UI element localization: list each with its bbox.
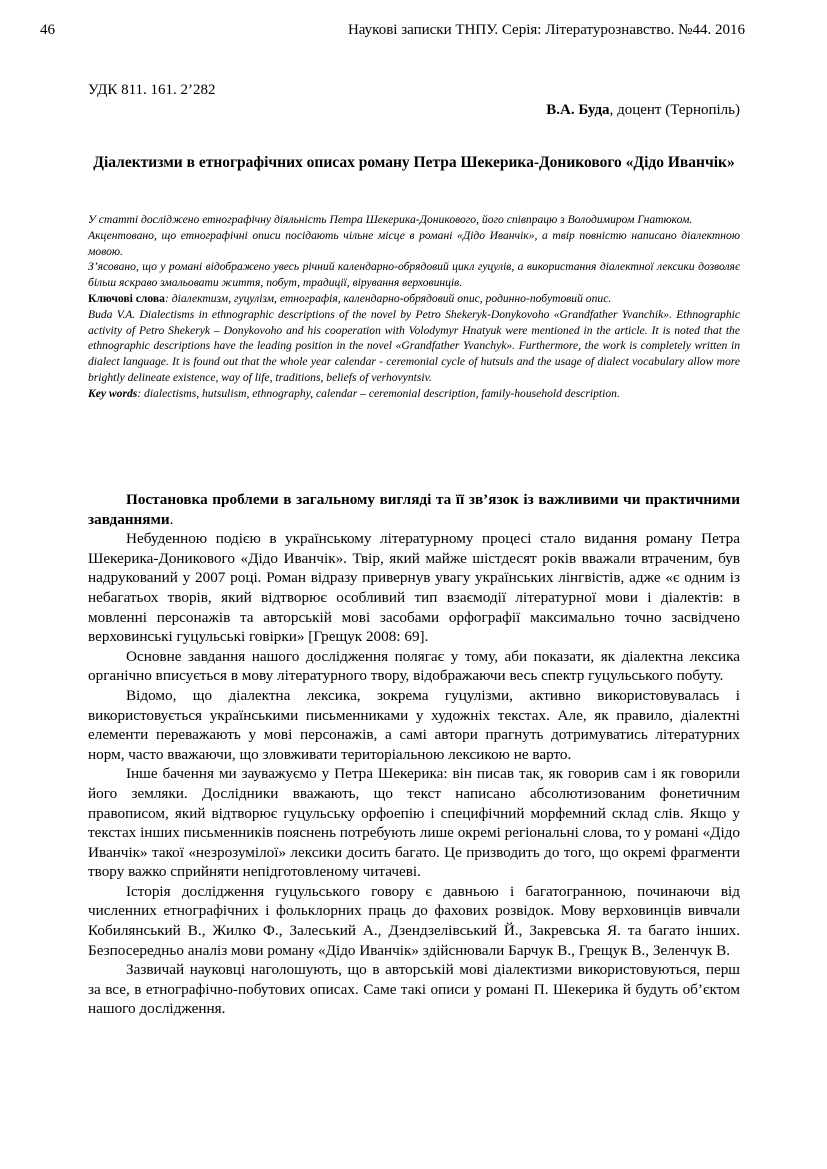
section-heading <box>88 490 740 529</box>
body-paragraph: Відомо, що діалектна лексика, зокрема гуцулізми, активно використовувалась і використовується українськими письменниками у художніх текстах. Але, як правило, діалектні елементи переважають у мові персонажів, а самі автори прагнуть дотримуватись літературних норм, часто вважаючи, що зловживати територіальною лексикою не варто. <box>88 686 740 763</box>
author-name: В.А. Буда <box>546 102 610 118</box>
keywords-en <box>88 386 740 402</box>
abstract <box>88 212 740 402</box>
abstract-en-text: Ethnographic activity of Petro Shekeryk – Donykovoho and his cooperation with Volodymyr Hnatyuk were mentioned in the article. It is noted that the ethnographic descriptions have the leading position in the novel «Grandfather Yvanchyk». Furthermore, the work is completely written in dialect language. It is found out that the whole year calendar - ceremonial cycle of hutsuls and the usage of dialect vocabulary allow more brightly delineate existence, way of life, traditions, beliefs of verhovyntsiv. <box>88 307 740 384</box>
abstract-ua-paragraph: У статті досліджено етнографічну діяльність Петра Шекерика-Доникового, його співпрацю з Володимиром Гнатюком. <box>88 213 693 226</box>
body-paragraph: Небуденною подією в українському літературному процесі стало видання роману Петра Шекерика-Доникового «Дідо Иванчік». Твір, який майже шістдесят років вважали втраченим, був надрукований у 2007 році. Роман відразу привернув увагу українських лінгвістів, адже «є одним із небагатьох творів, який відтворює особливий тип взаємодії літературної мови і діалектів: в мовленні персонажів та авторській мові засобами орфографії максимально точно засвідчено верховинські гуцульські говірки» [Грещук 2008: 69]. <box>88 530 740 646</box>
abstract-en <box>88 307 740 386</box>
body-paragraph: Інше бачення ми зауважуємо у Петра Шекерика: він писав так, як говорив сам і як говорили його земляки. Дослідники вважають, що текст написано абсолютизованим фонетичним правописом, який відтворює гуцульську орфоепію і специфічний морфемний склад слів. Якщо у текстах інших письменників пояснень потребують лише окремі регіональні слова, то у романі «Дідо Иванчік» такої «незрозумілої» лексики досить багато. Це призводить до того, що окремі фрагменти твору важко сприйняти непідготовленому читачеві. <box>88 765 740 881</box>
keywords-ua-label: Ключові слова <box>88 291 165 305</box>
author-line <box>546 100 740 120</box>
body-paragraph: Основне завдання нашого дослідження полягає у тому, аби показати, як діалектна лексика органічно вписується в мову літературного твору, відображаючи весь спектр гуцульського побуту. <box>88 647 740 685</box>
udc-code: УДК 811. 161. 2’282 <box>88 82 216 98</box>
body-text <box>88 490 740 1019</box>
body-paragraph: Історія дослідження гуцульського говору є давньою і багатогранною, починаючи від численних етнографічних і фольклорних праць до фахових розвідок. Мову верховинців вивчали Кобилянський В., Жилко Ф., Залеський А., Дзендзелівський Й., Закревська Я. та багато інших. Безпосередньо аналіз мови роману «Дідо Иванчік» здійснювали Барчук В., Грещук В., Зеленчук В. <box>88 882 740 959</box>
journal-title: Наукові записки ТНПУ. Серія: Літературознавство. №44. 2016 <box>347 22 745 38</box>
abstract-ua-paragraph: З’ясовано, що у романі відображено увесь річний календарно-обрядовий цикл гуцулів, а використання діалектної лексики дозволяє більш яскраво змальовати життя, побут, традиції, вірування верховинців. <box>88 260 740 290</box>
keywords-ua <box>88 291 740 307</box>
keywords-en-label: Key words <box>88 386 138 400</box>
keywords-ua-text: : діалектизм, гуцулізм, етнографія, календарно-обрядовий опис, родинно-побутовий опис. <box>164 291 612 305</box>
body-paragraph: Зазвичай науковці наголошують, що в авторській мові діалектизми використовуються, перш за все, в етнографічно-побутових описах. Саме такі описи у романі П. Шекерика й будуть об’єктом нашого дослідження. <box>88 961 740 1018</box>
abstract-en-intro: Buda V.A. Dialectisms in ethnographic descriptions of the novel by Petro Shekeryk-Donykovoho «Grandfather Yvanchik». <box>88 307 672 321</box>
keywords-en-text: : dialectisms, hutsulism, ethnography, calendar – ceremonial description, family-household description. <box>137 386 620 400</box>
running-header <box>40 20 745 40</box>
section-heading-text: Постановка проблеми в загальному вигляді та її зв’язок із важливими чи практичними завданнями <box>88 491 740 528</box>
article-title: Діалектизми в етнографічних описах роману Петра Шекерика-Доникового «Дідо Иванчік» <box>93 154 735 171</box>
author-affiliation: , доцент (Тернопіль) <box>609 102 740 118</box>
section-heading-end: . <box>169 510 174 528</box>
page-number: 46 <box>40 22 55 38</box>
abstract-ua-paragraph: Акцентовано, що етнографічні описи посідають чільне місце в романі «Дідо Иванчік», а твір повністю написано діалектною мовою. <box>88 228 740 258</box>
